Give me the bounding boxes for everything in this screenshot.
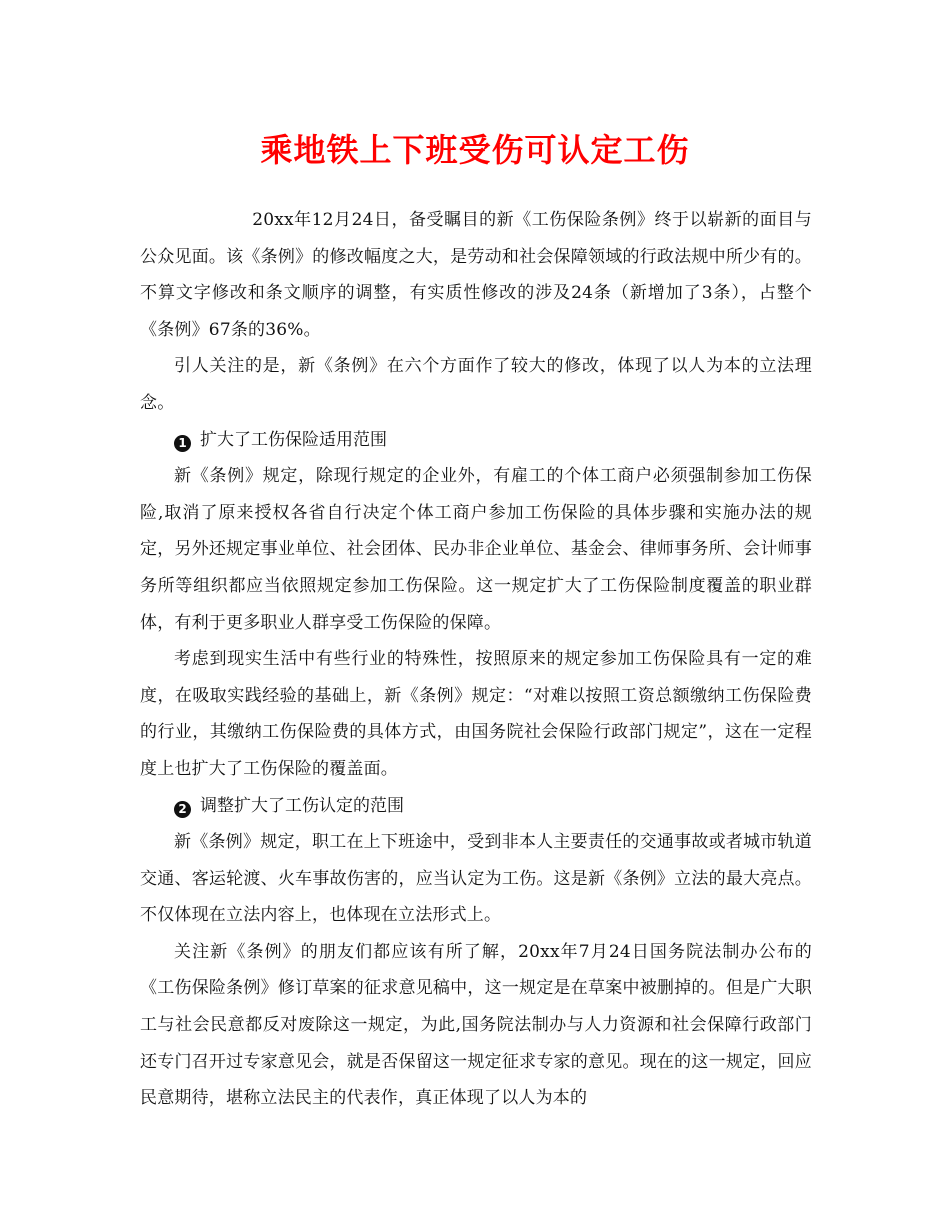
section-heading-2-text: 调整扩大了工伤认定的范围 [200,795,404,816]
section-heading-1-text: 扩大了工伤保险适用范围 [200,429,387,450]
paragraph-section2-a: 新《条例》规定，职工在上下班途中，受到非本人主要责任的交通事故或者城市轨道交通、客运轮渡、火车事故伤害的，应当认定为工伤。这是新《条例》立法的最大亮点。不仅体现在立法内容上，也体现在立法形式上。 [140,832,812,926]
paragraph-section1-b: 考虑到现实生活中有些行业的特殊性，按照原来的规定参加工伤保险具有一定的难度，在吸取实践经验的基础上，新《条例》规定：“对难以按照工资总额缴纳工伤保险费的行业，其缴纳工伤保险费的具体方式，由国务院社会保险行政部门规定”，这在一定程度上也扩大了工伤保险的覆盖面。 [140,649,812,779]
paragraph-section2-b: 关注新《条例》的朋友们都应该有所了解，20xx年7月24日国务院法制办公布的《工伤保险条例》修订草案的征求意见稿中，这一规定是在草案中被删掉的。但是广大职工与社会民意都反对废除这一规定，为此,国务院法制办与人力资源和社会保障行政部门还专门召开过专家意见会，就是否保留这一规定征求专家的意见。现在的这一规定，回应民意期待，堪称立法民主的代表作，真正体现了以人为本的 [140,941,812,1109]
document-body [140,202,812,1117]
paragraph-overview: 引人关注的是，新《条例》在六个方面作了较大的修改，体现了以人为本的立法理念。 [140,356,812,413]
section-heading-1 [140,422,812,459]
circled-number-two-icon: 2 [174,801,191,818]
document-title: 乘地铁上下班受伤可认定工伤 [260,131,690,169]
section-heading-2 [140,788,812,825]
paragraph-section1-a: 新《条例》规定，除现行规定的企业外，有雇工的个体工商户必须强制参加工伤保险,取消了原来授权各省自行决定个体工商户参加工伤保险的具体步骤和实施办法的规定，另外还规定事业单位、社会团体、民办非企业单位、基金会、律师事务所、会计师事务所等组织都应当依照规定参加工伤保险。这一规定扩大了工伤保险制度覆盖的职业群体，有利于更多职业人群享受工伤保险的保障。 [140,466,812,633]
circled-number-one-icon: 1 [174,435,191,452]
paragraph-intro: 20xx年12月24日，备受瞩目的新《工伤保险条例》终于以崭新的面目与公众见面。该《条例》的修改幅度之大，是劳动和社会保障领域的行政法规中所少有的。不算文字修改和条文顺序的调整，有实质性修改的涉及24条（新增加了3条），占整个《条例》67条的36%。 [140,210,812,340]
